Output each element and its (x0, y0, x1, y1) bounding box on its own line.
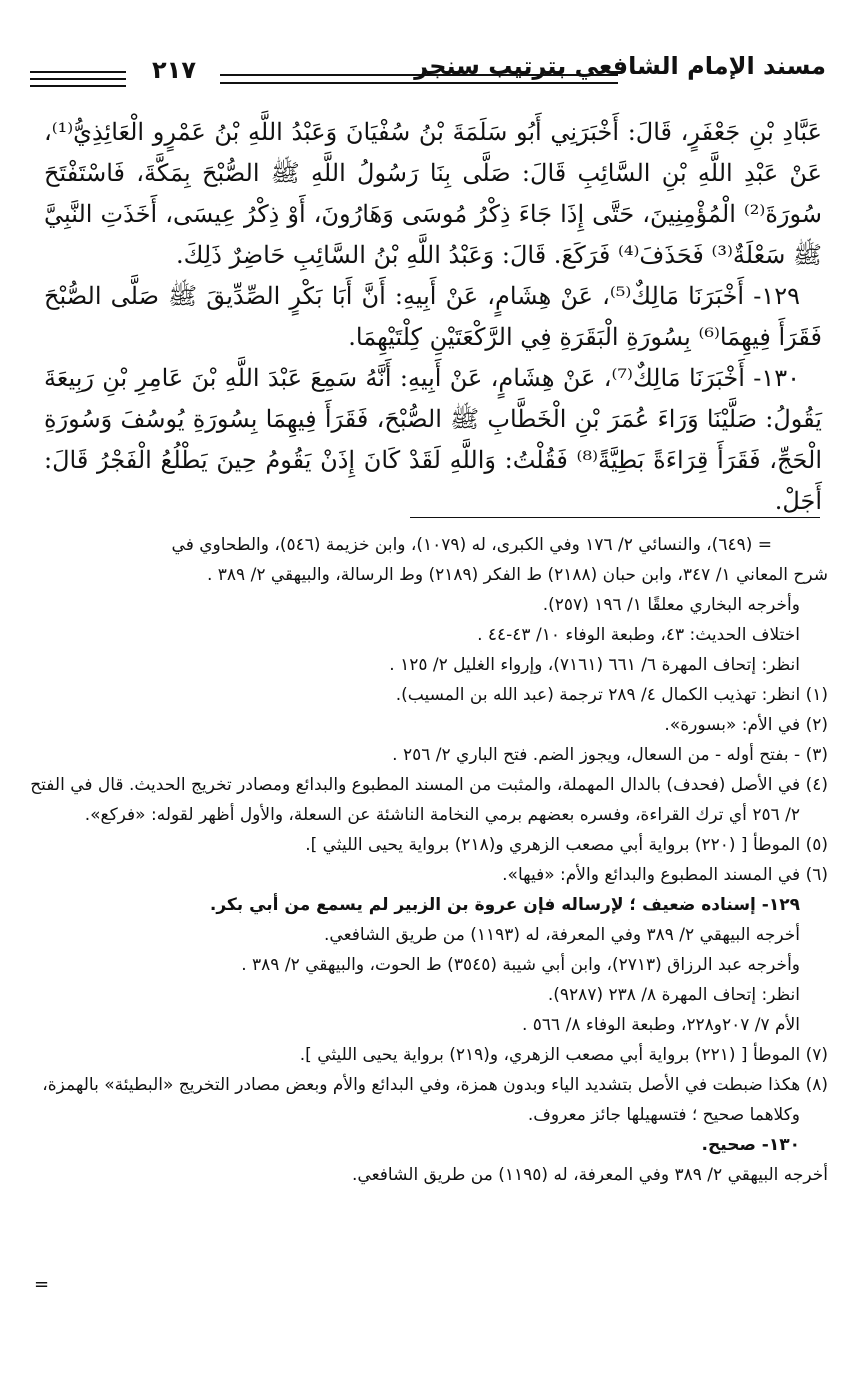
note-line: انظر: إتحاف المهرة ٦/ ٦٦١ (٧١٦١)، وإرواء الغليل ٢/ ١٢٥ . (389, 655, 800, 675)
footnote-1: (١) انظر: تهذيب الكمال ٤/ ٢٨٩ ترجمة (عبد الله بن المسيب). (395, 685, 828, 705)
main-text (44, 112, 822, 522)
hadith-129: ١٢٩- أَخْبَرَنَا مَالِكٌ⁽⁵⁾، عَنْ هِشَامٍ، عَنْ أَبِيهِ: أَنَّ أَبَا بَكْرٍ الصِّدِّيقَ ﷺ صَلَّى الصُّبْحَ فَقَرَأَ فِيهِمَا⁽⁶⁾ بِسُورَةِ الْبَقَرَةِ فِي الرَّكْعَتَيْنِ كِلْتَيْهِمَا. (44, 282, 822, 351)
page-number: ٢١٧ (152, 56, 196, 84)
footnotes (30, 530, 828, 1190)
hadith-129-source: الأم ٧/ ٢٠٧و٢٢٨، وطبعة الوفاء ٨/ ٥٦٦ . (521, 1015, 800, 1035)
page-header (30, 50, 826, 100)
header-rule (220, 74, 618, 76)
header-rule (30, 78, 126, 80)
hadith-129-source: انظر: إتحاف المهرة ٨/ ٢٣٨ (٩٢٨٧). (547, 985, 800, 1005)
note-line: اختلاف الحديث: ٤٣، وطبعة الوفاء ١٠/ ٤٣-٤٤ . (477, 625, 800, 645)
hadith-129-source: أخرجه البيهقي ٢/ ٣٨٩ وفي المعرفة، له (١١٩٣) من طريق الشافعي. (324, 925, 800, 945)
footnote-4: (٤) في الأصل (فحدف) بالدال المهملة، والمثبت من المسند المطبوع والبدائع ومصادر تخريج الحديث. قال في الفتح ٢/ ٢٥٦ أي ترك القراءة، وفسره بعضهم برمي النخامة الناشئة عن السعلة، والأول أظهر لقوله: «فركع». (30, 775, 828, 825)
footnote-6: (٦) في المسند المطبوع والبدائع والأم: «فيها». (502, 865, 828, 885)
note-line: وأخرجه البخاري معلقًا ١/ ١٩٦ (٢٥٧). (542, 595, 800, 615)
note-line: شرح المعاني ١/ ٣٤٧، وابن حبان (٢١٨٨) ط الفكر (٢١٨٩) وط الرسالة، والبيهقي ٢/ ٣٨٩ . (206, 565, 828, 585)
footnote-separator (410, 517, 820, 518)
footnote-8: (٨) هكذا ضبطت في الأصل بتشديد الياء وبدون همزة، وفي البدائع والأم وبعض مصادر التخريج «البطيئة» بالهمزة، وكلاهما صحيح ؛ فتسهيلها جائز معروف. (42, 1075, 828, 1125)
hadith-129-grade: ١٢٩- إسناده ضعيف ؛ لإرساله فإن عروة بن الزبير لم يسمع من أبي بكر. (209, 895, 800, 915)
hadith-128-continuation: عَبَّادِ بْنِ جَعْفَرٍ، قَالَ: أَخْبَرَنِي أَبُو سَلَمَةَ بْنُ سُفْيَانَ وَعَبْدُ اللَّهِ بْنُ عَمْرٍو الْعَائِذِيُّ⁽¹⁾، عَنْ عَبْدِ اللَّهِ بْنِ السَّائِبِ قَالَ: صَلَّى بِنَا رَسُولُ اللَّهِ ﷺ الصُّبْحَ بِمَكَّةَ، فَاسْتَفْتَحَ سُورَةَ⁽²⁾ الْمُؤْمِنِينَ، حَتَّى إِذَا جَاءَ ذِكْرُ مُوسَى وَهَارُونَ، أَوْ ذِكْرُ عِيسَى، أَخَذَتِ النَّبِيَّ ﷺ سَعْلَةٌ⁽³⁾ فَحَذَفَ⁽⁴⁾ فَرَكَعَ. قَالَ: وَعَبْدُ اللَّهِ بْنُ السَّائِبِ حَاضِرٌ ذَلِكَ. (44, 118, 822, 269)
header-rule (220, 82, 618, 84)
footnote-7: (٧) الموطأ [ (٢٢١) برواية أبي مصعب الزهري، و(٢١٩) برواية يحيى الليثي ]. (299, 1045, 828, 1065)
hadith-130-grade: ١٣٠- صحيح. (701, 1135, 800, 1155)
hadith-130: ١٣٠- أَخْبَرَنَا مَالِكٌ⁽⁷⁾، عَنْ هِشَامٍ، عَنْ أَبِيهِ: أَنَّهُ سَمِعَ عَبْدَ اللَّهِ بْنَ عَامِرِ بْنِ رَبِيعَةَ يَقُولُ: صَلَّيْنَا وَرَاءَ عُمَرَ بْنِ الْخَطَّابِ ﷺ الصُّبْحَ، فَقَرَأَ فِيهِمَا بِسُورَةِ يُوسُفَ وَسُورَةِ الْحَجِّ، فَقَرَأَ قِرَاءَةً بَطِيَّةً⁽⁸⁾ فَقُلْتُ: وَاللَّهِ لَقَدْ كَانَ إِذَنْ يَقُومُ حِينَ يَطْلُعُ الْفَجْرُ قَالَ: أَجَلْ. (44, 364, 822, 515)
running-title: مسند الإمام الشافعي بترتيب سنجر (414, 52, 826, 80)
hadith-129-source: وأخرجه عبد الرزاق (٢٧١٣)، وابن أبي شيبة (٣٥٤٥) ط الحوت، والبيهقي ٢/ ٣٨٩ . (241, 955, 800, 975)
footnote-2: (٢) في الأم: «بسورة». (664, 715, 828, 735)
header-rule (30, 85, 126, 87)
header-rule (30, 71, 126, 73)
footnote-5: (٥) الموطأ [ (٢٢٠) برواية أبي مصعب الزهري و(٢١٨) برواية يحيى الليثي ]. (305, 835, 828, 855)
footnote-3: (٣) - بفتح أوله - من السعال، ويجوز الضم. فتح الباري ٢/ ٢٥٦ . (392, 745, 828, 765)
hadith-130-source: أخرجه البيهقي ٢/ ٣٨٩ وفي المعرفة، له (١١٩٥) من طريق الشافعي. (352, 1165, 828, 1185)
note-line: = (٦٤٩)، والنسائي ٢/ ١٧٦ وفي الكبرى، له (١٠٧٩)، وابن خزيمة (٥٤٦)، والطحاوي في (171, 535, 772, 555)
continuation-mark: = (34, 1274, 50, 1295)
